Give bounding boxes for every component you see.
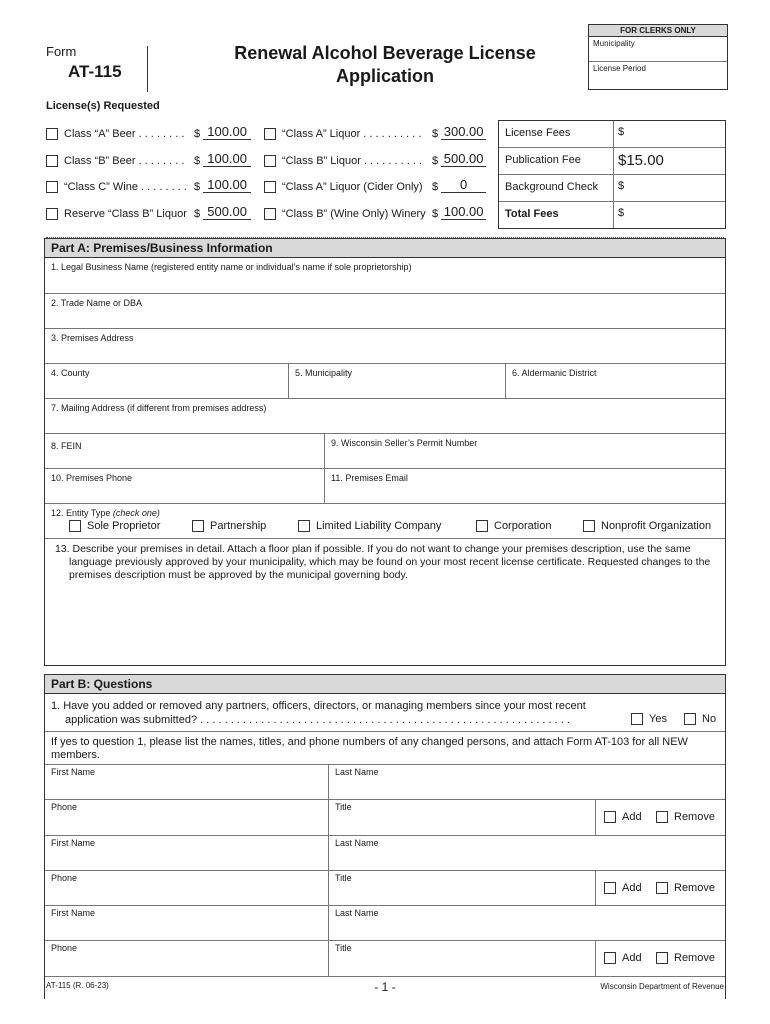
entity-llc[interactable] [298,520,441,532]
currency-sign: $ [432,155,439,167]
entity-checkbox[interactable] [192,520,204,532]
contact-row [45,469,725,504]
remove-checkbox[interactable] [656,811,668,823]
entity-type-row [45,504,725,539]
license-checkbox[interactable] [46,128,58,140]
fees-table [498,120,726,229]
first-name-field[interactable]: First Name [51,838,96,848]
mailing-address-row [45,399,725,434]
sellers-permit-field[interactable]: 9. Wisconsin Seller’s Permit Number [324,434,725,468]
fee-label: Publication Fee [499,148,614,174]
entity-type-hint: (check one) [112,508,160,518]
phone-field[interactable]: Phone [51,802,78,812]
entity-partnership[interactable] [192,520,266,532]
entity-nonprofit[interactable] [583,520,711,532]
license-class-a-liquor-cider[interactable] [264,177,486,193]
person-3-contact-row [45,941,725,977]
add-checkbox[interactable] [604,952,616,964]
phone-field[interactable]: Phone [51,873,78,883]
remove-option[interactable] [656,952,715,964]
license-amount[interactable]: 500.00 [203,204,251,220]
no-label: No [702,713,717,725]
license-class-a-liquor[interactable] [264,124,486,140]
remove-label: Remove [674,952,715,964]
add-option[interactable] [604,952,642,964]
add-label: Add [622,952,642,964]
aldermanic-district-field[interactable]: 6. Aldermanic District [505,364,725,398]
form-revision: AT-115 (R. 06-23) [46,981,109,990]
fee-label: License Fees [499,121,614,147]
first-name-field[interactable]: First Name [51,908,96,918]
trade-name-field[interactable]: 2. Trade Name or DBA [51,298,143,308]
question-1-row [45,694,725,732]
license-checkbox[interactable] [264,208,276,220]
license-class-c-wine[interactable] [46,177,251,193]
person-2-name-row [45,836,725,871]
add-label: Add [622,882,642,894]
first-name-field[interactable]: First Name [51,767,96,777]
clerks-only-box [588,24,728,90]
license-amount[interactable]: 0 [441,177,486,193]
entity-label: Corporation [494,520,552,532]
entity-label: Partnership [210,520,267,532]
premises-phone-field[interactable]: 10. Premises Phone [51,473,133,483]
legal-business-name-field[interactable]: 1. Legal Business Name (registered entity name or individual’s name if sole proprietorship) [51,262,412,272]
entity-label: Sole Proprietor [87,520,161,532]
form-title-line2: Application [336,66,434,86]
add-remove-cell [595,941,725,976]
add-remove-cell [595,871,725,905]
no-checkbox[interactable] [684,713,696,725]
remove-option[interactable] [656,882,715,894]
header-divider [147,46,148,92]
fein-field[interactable]: 8. FEIN [51,441,82,451]
license-class-b-wine-winery[interactable] [264,204,486,220]
license-label: “Class B” (Wine Only) Winery [282,208,426,220]
question-1-no[interactable] [684,713,716,725]
currency-sign: $ [194,155,201,167]
licenses-heading: License(s) Requested [46,100,160,112]
question-1-yes[interactable] [631,713,667,725]
fee-row-publication [499,148,725,175]
fee-label: Total Fees [499,202,614,228]
yes-checkbox[interactable] [631,713,643,725]
license-label: “Class B” Liquor . . . . . . . . . . [282,155,422,167]
license-checkbox[interactable] [264,155,276,167]
remove-option[interactable] [656,811,715,823]
clerk-license-period-field[interactable]: License Period [593,64,646,73]
title-field[interactable]: Title [328,800,595,835]
county-field[interactable]: 4. County [51,368,90,378]
currency-sign: $ [432,128,439,140]
title-field[interactable]: Title [328,941,595,976]
part-b-section [44,674,726,999]
tax-ids-row [45,434,725,469]
trade-name-row [45,294,725,329]
remove-label: Remove [674,882,715,894]
question-1-line2: application was submitted? . . . . . . . . . . . . . . . . . . . . . . . . . . . . . . . . . . . . . . . . . . . . . . . . . . . . . . . . . . . . . [65,714,570,726]
license-class-b-liquor[interactable] [264,151,486,167]
fee-value[interactable]: $ [618,126,625,138]
changed-persons-instructions: If yes to question 1, please list the names, titles, and phone numbers of any changed persons, and attach Form AT-103 for all NEW members. [51,736,688,761]
remove-label: Remove [674,811,715,823]
entity-label: Limited Liability Company [316,520,442,532]
instructions-row [45,732,725,765]
fee-value[interactable]: $ [618,180,625,192]
entity-label: Nonprofit Organization [601,520,712,532]
part-a-section [44,238,726,666]
form-title [190,42,580,88]
license-amount[interactable]: 100.00 [203,151,251,167]
license-amount[interactable]: 100.00 [441,204,486,220]
add-option[interactable] [604,882,642,894]
title-field[interactable]: Title [328,871,595,905]
yes-label: Yes [649,713,667,725]
fee-row-total [499,202,725,228]
person-2-contact-row [45,871,725,906]
person-1-name-row [45,765,725,800]
mailing-address-field[interactable]: 7. Mailing Address (if different from premises address) [51,403,267,413]
entity-type-text: 12. Entity Type [51,508,111,518]
add-option[interactable] [604,811,642,823]
location-row [45,364,725,399]
premises-address-field[interactable]: 3. Premises Address [51,333,134,343]
license-label: Class “A” Beer . . . . . . . . [64,128,185,140]
last-name-field[interactable]: Last Name [328,765,725,799]
part-b-heading: Part B: Questions [45,675,725,694]
license-amount[interactable]: 500.00 [441,151,486,167]
license-checkbox[interactable] [46,208,58,220]
person-1-contact-row [45,800,725,836]
license-checkbox[interactable] [46,155,58,167]
form-label: Form [46,44,77,59]
license-amount[interactable]: 100.00 [203,124,251,140]
add-label: Add [622,811,642,823]
currency-sign: $ [194,208,201,220]
currency-sign: $ [194,181,201,193]
fee-row-license [499,121,725,148]
entity-checkbox[interactable] [476,520,488,532]
remove-checkbox[interactable] [656,882,668,894]
clerk-municipality-field[interactable]: Municipality [589,37,727,62]
question-1-line1: 1. Have you added or removed any partners, officers, directors, or managing members since your most recent [51,700,586,712]
agency-name: Wisconsin Department of Revenue [600,982,724,991]
fee-value[interactable]: $ [618,207,625,219]
entity-corporation[interactable] [476,520,551,532]
entity-checkbox[interactable] [298,520,310,532]
license-reserve-class-b-liquor[interactable] [46,204,251,220]
part-a-heading: Part A: Premises/Business Information [45,239,725,258]
fee-value[interactable]: $15.00 [618,152,664,169]
entity-sole-proprietor[interactable] [69,520,160,532]
license-amount[interactable]: 300.00 [441,124,486,140]
license-label: Class “B” Beer . . . . . . . . [64,155,185,167]
form-number: AT-115 [68,62,122,81]
legal-business-name-row [45,258,725,294]
entity-checkbox[interactable] [69,520,81,532]
license-label: “Class A” Liquor . . . . . . . . . . [282,128,422,140]
premises-description-prompt: 13. Describe your premises in detail. Attach a floor plan if possible. If you do not want to change your premises description, use the same language previously approved by your municipality, which may be found on your most recent license certificate. Requested changes to the premises description must be approved by the municipal governing body. [55,543,711,581]
clerks-only-title: FOR CLERKS ONLY [589,25,727,37]
license-label: “Class C” Wine . . . . . . . . [64,181,187,193]
fee-label: Background Check [499,175,614,201]
license-class-b-beer[interactable] [46,151,251,167]
add-remove-cell [595,800,725,835]
currency-sign: $ [432,208,439,220]
entity-checkbox[interactable] [583,520,595,532]
add-checkbox[interactable] [604,811,616,823]
person-3-name-row [45,906,725,941]
municipality-field[interactable]: 5. Municipality [288,364,505,398]
fee-row-background [499,175,725,202]
last-name-field[interactable]: Last Name [328,906,725,940]
license-amount[interactable]: 100.00 [203,177,251,193]
currency-sign: $ [194,128,201,140]
page-number: - 1 - [374,980,396,994]
remove-checkbox[interactable] [656,952,668,964]
premises-description-row[interactable] [45,539,725,664]
premises-address-row [45,329,725,364]
license-class-a-beer[interactable] [46,124,251,140]
add-checkbox[interactable] [604,882,616,894]
license-checkbox[interactable] [264,128,276,140]
question-1 [45,694,725,731]
last-name-field[interactable]: Last Name [328,836,725,870]
license-label: Reserve “Class B” Liquor [64,208,187,220]
premises-email-field[interactable]: 11. Premises Email [324,469,725,503]
currency-sign: $ [432,181,439,193]
form-title-line1: Renewal Alcohol Beverage License [234,43,536,63]
license-checkbox[interactable] [264,181,276,193]
license-label: “Class A” Liquor (Cider Only) [282,181,423,193]
phone-field[interactable]: Phone [51,943,78,953]
license-checkbox[interactable] [46,181,58,193]
